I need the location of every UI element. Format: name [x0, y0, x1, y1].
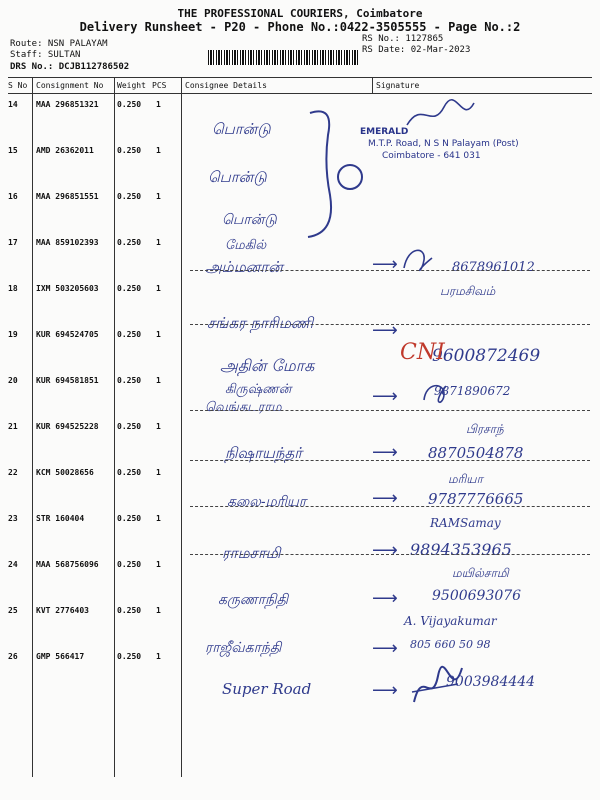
col-header-pcs: PCS — [152, 81, 167, 90]
row-underline — [190, 410, 590, 411]
route-label: Route: NSN PALAYAM — [10, 39, 108, 49]
arrow-icon: ⟶ — [372, 386, 398, 407]
signature-scribble — [402, 95, 482, 135]
signature-note: மயில்சாமி — [452, 566, 509, 580]
arrow-icon: ⟶ — [372, 442, 398, 463]
row-signature: CNI — [400, 340, 445, 365]
arrow-icon: ⟶ — [372, 680, 398, 701]
row-pcs: 1 — [156, 146, 161, 155]
col-divider — [181, 77, 182, 777]
col-header-consignee: Consignee Details — [185, 81, 267, 90]
row-consignment-no: KCM 50028656 — [36, 468, 94, 477]
col-divider — [32, 77, 33, 777]
row-consignment-no: MAA 296851321 — [36, 100, 99, 109]
row-signature: 9600872469 — [432, 346, 541, 366]
row-consignment-no: KVT 2776403 — [36, 606, 89, 615]
table-header-rule — [8, 93, 592, 94]
row-sno: 26 — [8, 652, 18, 661]
stamp-line1: EMERALD — [360, 127, 409, 137]
row-pcs: 1 — [156, 100, 161, 109]
drs-number: DRS No.: DCJB112786502 — [10, 62, 130, 72]
row-underline — [190, 460, 590, 461]
rs-date: RS Date: 02-Mar-2023 — [362, 45, 471, 55]
row-weight: 0.250 — [117, 100, 142, 109]
arrow-icon: ⟶ — [372, 540, 398, 561]
row-consignee: வெங்கடராம — [205, 400, 282, 415]
row-consignee: கிருஷ்ணன் — [225, 382, 292, 397]
col-header-weight: Weight — [117, 81, 146, 90]
row-consignee: கருணாநிதி — [218, 592, 289, 608]
row-weight: 0.250 — [117, 192, 142, 201]
signature-scribble — [420, 378, 450, 408]
col-divider — [114, 77, 115, 777]
row-sno: 14 — [8, 100, 18, 109]
row-weight: 0.250 — [117, 514, 142, 523]
row-consignment-no: GMP 566417 — [36, 652, 85, 661]
row-weight: 0.250 — [117, 376, 142, 385]
row-consignee: பொன்டு — [212, 120, 271, 138]
row-sno: 19 — [8, 330, 18, 339]
row-consignment-no: MAA 296851551 — [36, 192, 99, 201]
col-header-sno: S No — [8, 81, 28, 90]
row-pcs: 1 — [156, 606, 161, 615]
arrow-icon: ⟶ — [372, 488, 398, 509]
row-pcs: 1 — [156, 468, 161, 477]
row-consignee: ராமசாமி — [222, 544, 281, 562]
row-weight: 0.250 — [117, 560, 142, 569]
col-divider — [372, 77, 373, 93]
row-sno: 18 — [8, 284, 18, 293]
row-signature: 9787776665 — [428, 490, 524, 508]
page-subtitle: Delivery Runsheet - P20 - Phone No.:0422-3505555 - Page No.:2 — [79, 20, 521, 34]
row-pcs: 1 — [156, 376, 161, 385]
row-consignment-no: KUR 694525228 — [36, 422, 99, 431]
row-sno: 21 — [8, 422, 18, 431]
row-signature: 9500693076 — [432, 588, 522, 604]
row-consignment-no: KUR 694581851 — [36, 376, 99, 385]
table-top-rule — [8, 77, 592, 78]
row-consignee: அம்மனான் — [205, 258, 283, 276]
row-weight: 0.250 — [117, 238, 142, 247]
row-weight: 0.250 — [117, 468, 142, 477]
signature-note: பரமசிவம் — [440, 284, 496, 298]
row-sno: 23 — [8, 514, 18, 523]
row-consignment-no: KUR 694524705 — [36, 330, 99, 339]
row-sno: 15 — [8, 146, 18, 155]
page-title: THE PROFESSIONAL COURIERS, Coimbatore — [177, 7, 423, 20]
row-pcs: 1 — [156, 422, 161, 431]
row-pcs: 1 — [156, 560, 161, 569]
stamp-line2: M.T.P. Road, N S N Palayam (Post) — [368, 139, 519, 149]
rs-number: RS No.: 1127865 — [362, 34, 444, 44]
staff-label: Staff: SULTAN — [10, 50, 81, 60]
row-sno: 22 — [8, 468, 18, 477]
row-consignee: பொன்டு — [222, 212, 277, 228]
signature-note: A. Vijayakumar — [404, 614, 497, 628]
row-consignee: நிஷாயந்தர் — [225, 444, 303, 462]
col-header-consignment: Consignment No — [36, 81, 104, 90]
row-sno: 16 — [8, 192, 18, 201]
row-underline — [190, 506, 590, 507]
row-signature: 9871890672 — [434, 384, 511, 398]
row-underline — [190, 554, 590, 555]
row-weight: 0.250 — [117, 422, 142, 431]
row-consignee: அதின் மோக — [220, 356, 315, 375]
row-consignment-no: AMD 26362011 — [36, 146, 94, 155]
row-pcs: 1 — [156, 652, 161, 661]
row-consignment-no: MAA 859102393 — [36, 238, 99, 247]
brace-mark — [300, 105, 370, 245]
row-signature: 8678961012 — [452, 260, 535, 275]
row-pcs: 1 — [156, 330, 161, 339]
row-weight: 0.250 — [117, 652, 142, 661]
col-header-signature: Signature — [376, 81, 420, 90]
row-signature: 8870504878 — [428, 444, 524, 462]
row-consignee: Super Road — [222, 680, 312, 698]
signature-scribble — [408, 662, 468, 712]
row-pcs: 1 — [156, 192, 161, 201]
row-sno: 17 — [8, 238, 18, 247]
row-consignee: சங்கர நாரிமணி — [207, 314, 314, 332]
row-underline — [190, 270, 590, 271]
row-pcs: 1 — [156, 284, 161, 293]
row-weight: 0.250 — [117, 146, 142, 155]
row-consignee: ராஜீவ்காந்தி — [205, 640, 282, 656]
stamp-line3: Coimbatore - 641 031 — [382, 151, 481, 161]
barcode — [208, 50, 358, 65]
row-sno: 24 — [8, 560, 18, 569]
row-sno: 20 — [8, 376, 18, 385]
row-weight: 0.250 — [117, 330, 142, 339]
row-consignment-no: MAA 568756096 — [36, 560, 99, 569]
signature-note: RAMSamay — [430, 516, 501, 530]
arrow-icon: ⟶ — [372, 254, 398, 275]
row-underline — [190, 324, 590, 325]
row-consignee: பொன்டு — [208, 168, 267, 186]
row-signature: 805 660 50 98 — [410, 638, 491, 651]
row-consignment-no: STR 160404 — [36, 514, 85, 523]
row-consignee: கலை-மரியா — [227, 494, 307, 510]
row-weight: 0.250 — [117, 606, 142, 615]
row-signature: 9003984444 — [446, 674, 536, 690]
row-sno: 25 — [8, 606, 18, 615]
row-pcs: 1 — [156, 238, 161, 247]
row-pcs: 1 — [156, 514, 161, 523]
signature-note: பிரசாந் — [466, 422, 504, 436]
signature-note: மரியா — [448, 472, 483, 486]
arrow-icon: ⟶ — [372, 638, 398, 659]
arrow-icon: ⟶ — [372, 588, 398, 609]
arrow-icon: ⟶ — [372, 320, 398, 341]
row-consignment-no: IXM 503205603 — [36, 284, 99, 293]
row-weight: 0.250 — [117, 284, 142, 293]
signature-scribble — [398, 240, 438, 276]
row-signature: 9894353965 — [410, 540, 512, 559]
row-consignee: மேகில் — [225, 238, 267, 253]
